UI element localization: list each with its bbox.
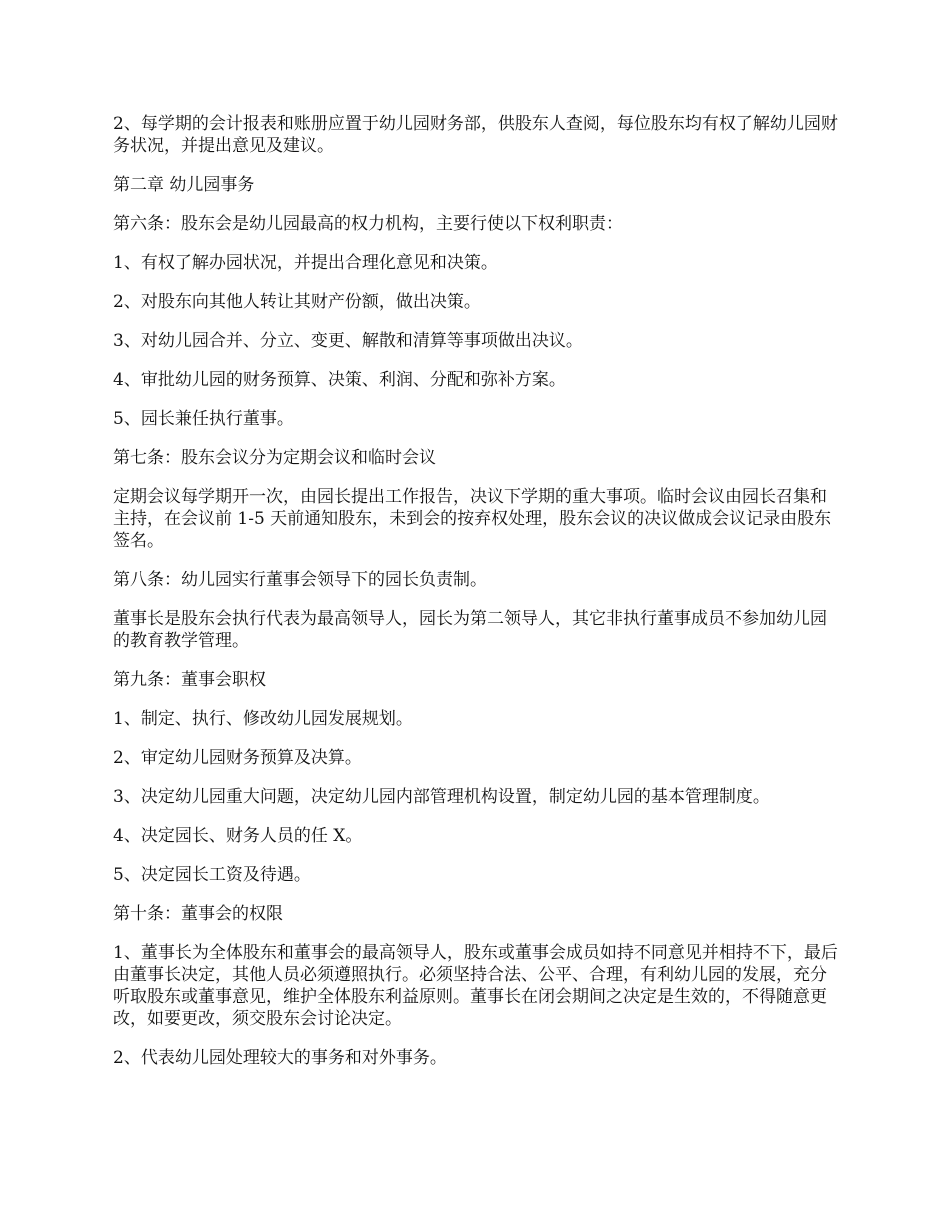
article-heading: 第六条：股东会是幼儿园最高的权力机构，主要行使以下权利职责： — [113, 214, 623, 234]
list-item: 3、决定幼儿园重大问题，决定幼儿园内部管理机构设置，制定幼儿园的基本管理制度。 — [113, 787, 770, 807]
list-item: 4、决定园长、财务人员的任 X。 — [113, 826, 363, 846]
list-item: 1、有权了解办园状况，并提出合理化意见和决策。 — [113, 253, 498, 273]
list-item: 4、审批幼儿园的财务预算、决策、利润、分配和弥补方案。 — [113, 370, 566, 390]
list-item: 1、董事长为全体股东和董事会的最高领导人，股东或董事会成员如持不同意见并相持不下，最后由董事长决定，其他人员必须遵照执行。必须坚持合法、公平、合理，有利幼儿园的发展，充分听取股东或董事意见，维护全体股东利益原则。董事长在闭会期间之决定是生效的，不得随意更改，如要更改，须交股东会讨论决定。 — [113, 943, 838, 1029]
list-item: 5、决定园长工资及待遇。 — [113, 865, 311, 885]
chapter-heading: 第二章 幼儿园事务 — [113, 175, 255, 195]
list-item: 2、代表幼儿园处理较大的事务和对外事务。 — [113, 1048, 447, 1068]
article-heading: 第七条：股东会议分为定期会议和临时会议 — [113, 448, 436, 468]
paragraph: 2、每学期的会计报表和账册应置于幼儿园财务部，供股东人查阅，每位股东均有权了解幼儿园财务状况，并提出意见及建议。 — [113, 114, 838, 156]
list-item: 1、制定、执行、修改幼儿园发展规划。 — [113, 709, 413, 729]
list-item: 3、对幼儿园合并、分立、变更、解散和清算等事项做出决议。 — [113, 331, 583, 351]
paragraph: 定期会议每学期开一次，由园长提出工作报告，决议下学期的重大事项。临时会议由园长召集和主持，在会议前 1-5 天前通知股东，未到会的按弃权处理，股东会议的决议做成会议记录由股东签名。 — [113, 487, 832, 551]
article-heading: 第十条：董事会的权限 — [113, 904, 283, 924]
list-item: 2、对股东向其他人转让其财产份额，做出决策。 — [113, 292, 481, 312]
article-heading: 第九条：董事会职权 — [113, 670, 266, 690]
list-item: 2、审定幼儿园财务预算及决算。 — [113, 748, 362, 768]
article-heading: 第八条：幼儿园实行董事会领导下的园长负责制。 — [113, 570, 487, 590]
list-item: 5、园长兼任执行董事。 — [113, 409, 294, 429]
paragraph: 董事长是股东会执行代表为最高领导人，园长为第二领导人，其它非执行董事成员不参加幼儿园的教育教学管理。 — [113, 609, 827, 651]
